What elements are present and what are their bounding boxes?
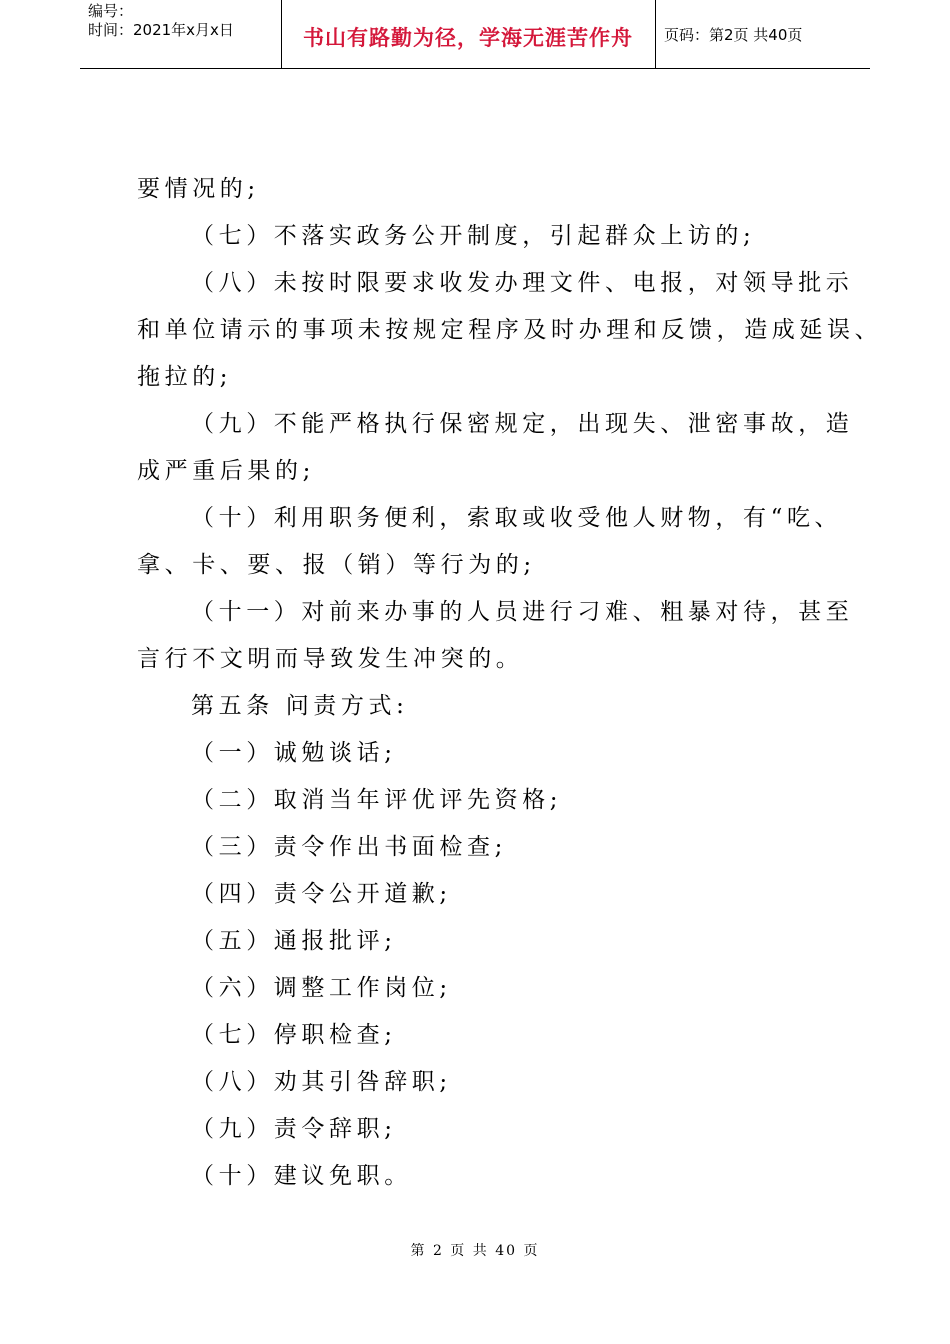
- header-meta-cell: [80, 0, 282, 68]
- document-body: [137, 166, 883, 1200]
- body-line: （十一）对前来办事的人员进行刁难、粗暴对待，甚至: [191, 599, 854, 625]
- list-item: （十）建议免职。: [191, 1163, 412, 1189]
- body-line: （八）未按时限要求收发办理文件、电报，对领导批示: [191, 270, 854, 296]
- document-time-label: 时间：2021年x月x日: [88, 21, 234, 39]
- body-line: 成严重后果的;: [137, 458, 315, 484]
- list-item: （八）劝其引咎辞职;: [191, 1069, 452, 1095]
- body-line: （十）利用职务便利，索取或收受他人财物，有“吃、: [191, 505, 843, 531]
- article-heading: 第五条 问责方式:: [191, 693, 409, 719]
- list-item: （三）责令作出书面检查;: [191, 834, 507, 860]
- body-line: 拿、卡、要、报（销）等行为的;: [137, 552, 536, 578]
- body-line: 要情况的;: [137, 176, 260, 202]
- body-line: （九）不能严格执行保密规定，出现失、泄密事故，造: [191, 411, 854, 437]
- list-item: （一）诚勉谈话;: [191, 740, 397, 766]
- list-item: （二）取消当年评优评先资格;: [191, 787, 563, 813]
- list-item: （六）调整工作岗位;: [191, 975, 452, 1001]
- list-item: （四）责令公开道歉;: [191, 881, 452, 907]
- body-line: 拖拉的;: [137, 364, 233, 390]
- document-header: [80, 0, 870, 69]
- list-item: （七）停职检查;: [191, 1022, 397, 1048]
- body-line: 和单位请示的事项未按规定程序及时办理和反馈，造成延误、: [137, 317, 883, 343]
- header-page-cell: [656, 0, 870, 68]
- header-motto: 书山有路勤为径，学海无涯苦作舟: [303, 26, 633, 50]
- list-item: （五）通报批评;: [191, 928, 397, 954]
- body-line: （七）不落实政务公开制度，引起群众上访的;: [191, 223, 756, 249]
- document-number-label: 编号：: [88, 2, 134, 20]
- page-footer: 第 2 页 共 40 页: [410, 1243, 540, 1259]
- body-line: 言行不文明而导致发生冲突的。: [137, 646, 524, 672]
- list-item: （九）责令辞职;: [191, 1116, 397, 1142]
- header-page-info: 页码：第2页 共40页: [664, 26, 803, 44]
- header-motto-cell: [281, 0, 656, 68]
